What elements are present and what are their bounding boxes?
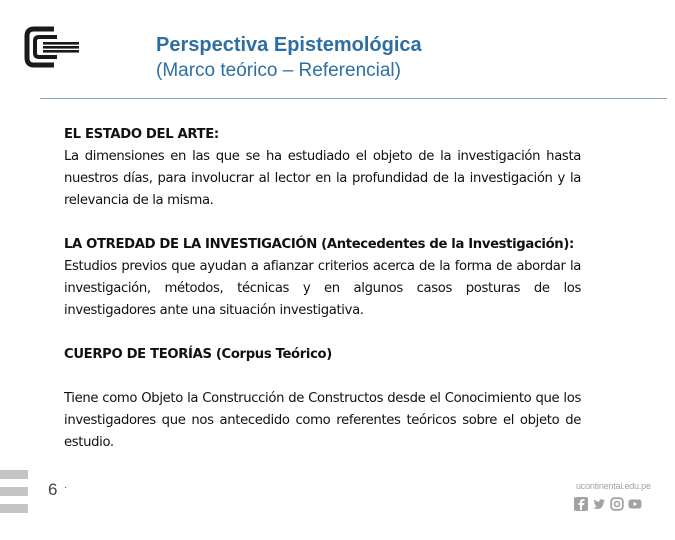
social-icons xyxy=(574,497,642,511)
page-number-dot: · xyxy=(64,482,68,493)
facebook-icon[interactable] xyxy=(574,497,588,511)
section-heading-corpus: CUERPO DE TEORÍAS (Corpus Teórico) xyxy=(64,347,332,362)
instagram-icon[interactable] xyxy=(610,497,624,511)
youtube-icon[interactable] xyxy=(628,497,642,511)
page-title: Perspectiva Epistemológica xyxy=(156,34,422,56)
section-body-corpus: Tiene como Objeto la Construcción de Constructos desde el Conocimiento que los investigadores que nos antecedido como referentes teóricos sobre el objeto de estudio. xyxy=(64,391,581,450)
header-divider xyxy=(40,98,667,99)
university-logo xyxy=(24,26,82,68)
page-subtitle: (Marco teórico – Referencial) xyxy=(156,60,401,81)
website-link[interactable]: ucontinental.edu.pe xyxy=(576,481,651,491)
section-body-otredad: Estudios previos que ayudan a afianzar criterios acerca de la forma de abordar la investigación, métodos, técnicas y en algunos casos posturas de los investigadores ante una situación investigativa. xyxy=(64,259,581,318)
section-body-estado-arte: La dimensiones en las que se ha estudiado el objeto de la investigación hasta nuestros días, para involucrar al lector en la profundidad de la investigación y la relevancia de la misma. xyxy=(64,149,581,208)
main-content xyxy=(64,124,581,454)
header xyxy=(156,32,422,84)
page-number: 6 xyxy=(48,480,58,499)
section-heading-estado-arte: EL ESTADO DEL ARTE: xyxy=(64,127,219,142)
section-heading-otredad: LA OTREDAD DE LA INVESTIGACIÓN (Antecedentes de la Investigación): xyxy=(64,237,574,252)
side-decoration xyxy=(0,470,28,521)
twitter-icon[interactable] xyxy=(592,497,606,511)
